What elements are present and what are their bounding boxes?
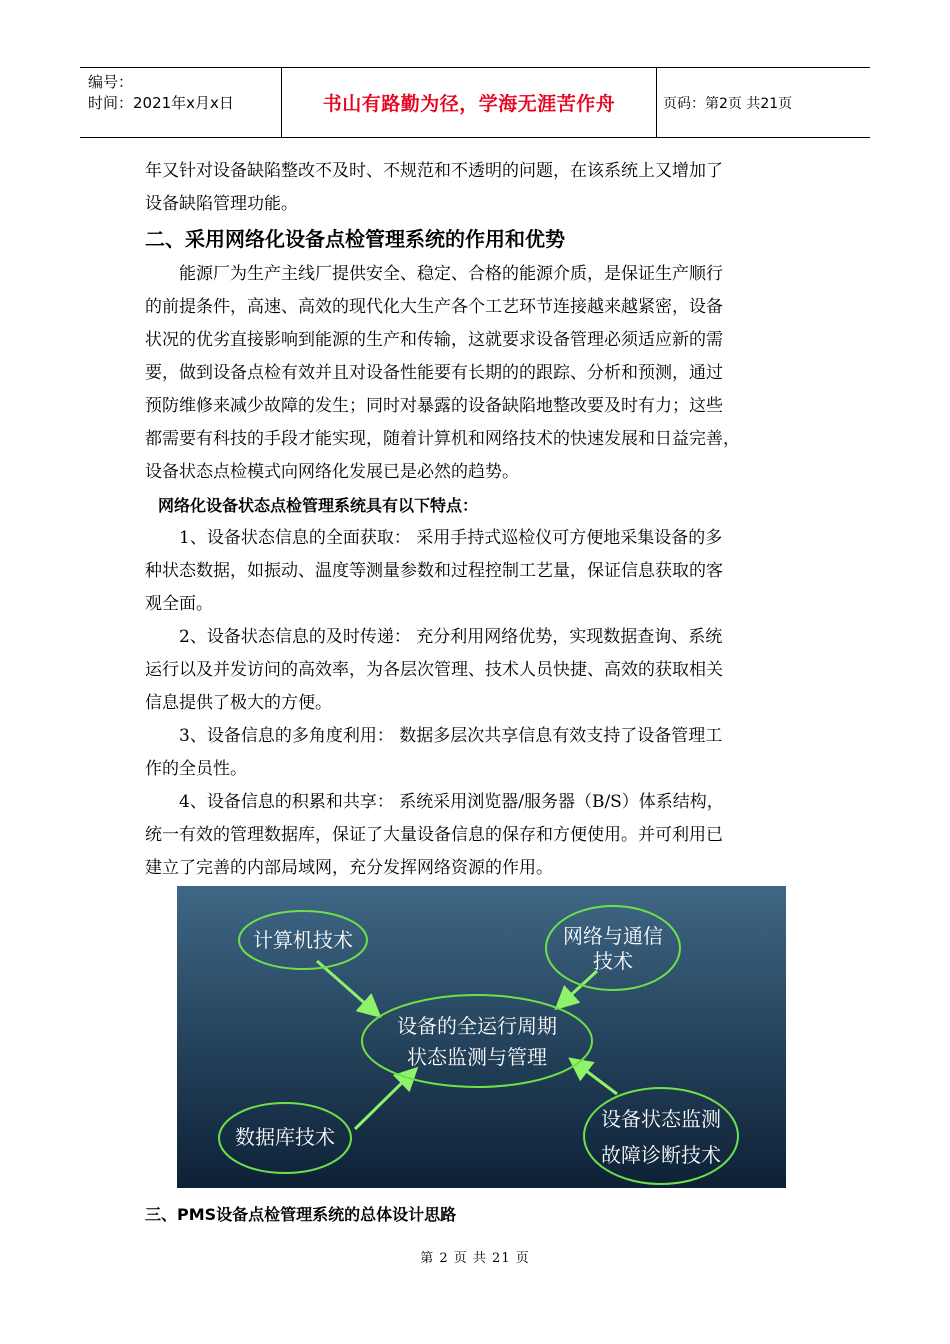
text-line: 年又针对设备缺陷整改不及时、不规范和不透明的问题，在该系统上又增加了 (145, 161, 723, 181)
text-line: 信息提供了极大的方便。 (145, 693, 332, 713)
feature-item-2 (145, 621, 810, 720)
intro-paragraph (145, 155, 810, 221)
text-line: 4、设备信息的积累和共享： 系统采用浏览器/服务器（B/S）体系结构， (179, 792, 724, 812)
section-3-heading: 三、PMS设备点检管理系统的总体设计思路 (145, 1205, 457, 1224)
header-motto: 书山有路勤为径，学海无涯苦作舟 (282, 68, 657, 137)
text-line: 建立了完善的内部局域网，充分发挥网络资源的作用。 (145, 858, 553, 878)
computer-tech-label: 计算机技术 (253, 928, 353, 952)
doc-number-label: 编号： (88, 73, 134, 91)
technology-diagram (177, 886, 786, 1188)
header-left-cell (80, 68, 282, 137)
feature-item-1 (145, 522, 810, 621)
text-line: 2、设备状态信息的及时传递： 充分利用网络优势，实现数据查询、系统 (179, 627, 723, 647)
center-label-line-2: 状态监测与管理 (407, 1045, 547, 1069)
feature-item-3 (145, 720, 810, 786)
section-2-paragraph (145, 258, 810, 489)
text-line: 要，做到设备点检有效并且对设备性能要有长期的的跟踪、分析和预测，通过 (145, 363, 723, 383)
text-line: 运行以及并发访问的高效率，为各层次管理、技术人员快捷、高效的获取相关 (145, 660, 723, 680)
features-heading: 网络化设备状态点检管理系统具有以下特点： (158, 496, 479, 515)
text-line: 的前提条件，高速、高效的现代化大生产各个工艺环节连接越来越紧密，设备 (145, 297, 723, 317)
text-line: 都需要有科技的手段才能实现，随着计算机和网络技术的快速发展和日益完善， (145, 429, 740, 449)
text-line: 种状态数据，如振动、温度等测量参数和过程控制工艺量，保证信息获取的客 (145, 561, 723, 581)
text-line: 观全面。 (145, 594, 213, 614)
doc-date-label: 时间：2021年x月x日 (88, 94, 234, 112)
page-footer: 第 2 页 共 21 页 (420, 1251, 530, 1266)
text-line: 设备状态点检模式向网络化发展已是必然的趋势。 (145, 462, 519, 482)
text-line: 状况的优劣直接影响到能源的生产和传输，这就要求设备管理必须适应新的需 (145, 330, 723, 350)
text-line: 3、设备信息的多角度利用： 数据多层次共享信息有效支持了设备管理工 (179, 726, 723, 746)
diagnosis-tech-label-line-2: 故障诊断技术 (601, 1143, 721, 1167)
header-page-info: 页码：第2页 共21页 (663, 95, 793, 112)
page-header (80, 67, 870, 138)
section-2-heading: 二、采用网络化设备点检管理系统的作用和优势 (145, 227, 565, 251)
database-tech-label: 数据库技术 (235, 1125, 335, 1149)
text-line: 能源厂为生产主线厂提供安全、稳定、合格的能源介质，是保证生产顺行 (179, 264, 723, 284)
text-line: 统一有效的管理数据库，保证了大量设备信息的保存和方便使用。并可利用已 (145, 825, 723, 845)
diagnosis-tech-label-line-1: 设备状态监测 (601, 1107, 721, 1131)
text-line: 作的全员性。 (145, 759, 247, 779)
text-line: 1、设备状态信息的全面获取： 采用手持式巡检仪可方便地采集设备的多 (179, 528, 723, 548)
text-line: 预防维修来减少故障的发生；同时对暴露的设备缺陷地整改要及时有力；这些 (145, 396, 723, 416)
text-line: 设备缺陷管理功能。 (145, 194, 298, 214)
network-tech-label-line-1: 网络与通信 (563, 924, 663, 948)
network-tech-label-line-2: 技术 (593, 949, 633, 973)
feature-item-4 (145, 786, 810, 885)
center-label-line-1: 设备的全运行周期 (397, 1014, 557, 1038)
